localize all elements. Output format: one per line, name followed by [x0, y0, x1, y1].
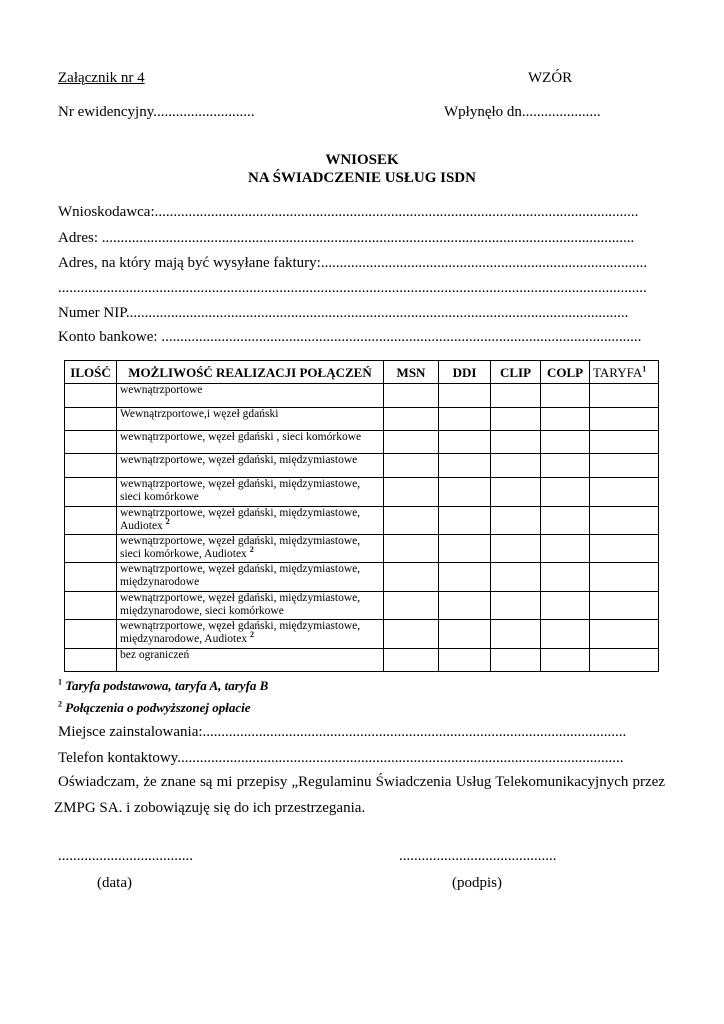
qty-cell[interactable]: [65, 478, 117, 507]
table-row: [65, 431, 659, 454]
header-msn: MSN: [384, 361, 439, 384]
table-row: [65, 408, 659, 431]
msn-cell[interactable]: [384, 478, 439, 507]
clip-cell[interactable]: [491, 431, 541, 454]
option-text: wewnątrzportowe, węzeł gdański, międzymiastowe, sieci komórkowe: [120, 478, 361, 503]
colp-cell[interactable]: [541, 563, 590, 592]
connection-options-table: [64, 360, 659, 672]
registration-number-field: Nr ewidencyjny...........................: [58, 104, 255, 120]
date-label: (data): [97, 875, 132, 891]
footnote-2: [58, 700, 251, 716]
colp-cell[interactable]: [541, 478, 590, 507]
header-ddi: DDI: [439, 361, 491, 384]
signature-label: (podpis): [452, 875, 502, 891]
header-tariff: [590, 361, 659, 384]
tariff-cell[interactable]: [590, 620, 659, 649]
option-cell: [117, 478, 384, 507]
tariff-cell[interactable]: [590, 454, 659, 478]
option-text: wewnątrzportowe, węzeł gdański, międzymiastowe, sieci komórkowe, Audiotex: [120, 535, 361, 560]
msn-cell[interactable]: [384, 408, 439, 431]
ddi-cell[interactable]: [439, 408, 491, 431]
footnote-1: [58, 678, 268, 694]
qty-cell[interactable]: [65, 408, 117, 431]
footnote-1-mark: 1: [58, 677, 62, 687]
msn-cell[interactable]: [384, 535, 439, 563]
option-text: wewnątrzportowe, węzeł gdański , sieci komórkowe: [120, 431, 362, 443]
declaration-line-2: ZMPG SA. i zobowiązuję się do ich przestrzegania.: [54, 800, 366, 816]
option-text: wewnątrzportowe, węzeł gdański, międzymiastowe, międzynarodowe, sieci komórkowe: [120, 592, 361, 617]
table-row: [65, 620, 659, 649]
msn-cell[interactable]: [384, 507, 439, 535]
colp-cell[interactable]: [541, 408, 590, 431]
ddi-cell[interactable]: [439, 535, 491, 563]
option-footnote-mark: 2: [249, 545, 254, 555]
bank-account-field: Konto bankowe: ................................................................................................................................: [58, 329, 642, 345]
option-text: bez ograniczeń: [120, 649, 190, 661]
address-field: Adres: ..............................................................................................................................................: [58, 230, 635, 246]
tariff-cell[interactable]: [590, 478, 659, 507]
option-text: wewnątrzportowe, węzeł gdański, międzymiastowe, Audiotex: [120, 507, 361, 532]
header-tariff-sup: 1: [642, 364, 647, 374]
colp-cell[interactable]: [541, 649, 590, 672]
attachment-label: Załącznik nr 4: [58, 70, 145, 86]
colp-cell[interactable]: [541, 507, 590, 535]
ddi-cell[interactable]: [439, 431, 491, 454]
option-text: wewnątrzportowe, węzeł gdański, międzymiastowe, międzynarodowe, Audiotex: [120, 620, 361, 645]
colp-cell[interactable]: [541, 535, 590, 563]
table-row: [65, 384, 659, 408]
document-subtitle: NA ŚWIADCZENIE USŁUG ISDN: [248, 170, 476, 186]
colp-cell[interactable]: [541, 592, 590, 620]
tariff-cell[interactable]: [590, 592, 659, 620]
signature-line: ..........................................: [399, 848, 557, 864]
clip-cell[interactable]: [491, 535, 541, 563]
qty-cell[interactable]: [65, 649, 117, 672]
tariff-cell[interactable]: [590, 535, 659, 563]
ddi-cell[interactable]: [439, 384, 491, 408]
header-colp: COLP: [541, 361, 590, 384]
table-row: [65, 592, 659, 620]
table-header-row: [65, 361, 659, 384]
msn-cell[interactable]: [384, 592, 439, 620]
table-row: [65, 478, 659, 507]
qty-cell[interactable]: [65, 431, 117, 454]
table-row: [65, 507, 659, 535]
header-qty: ILOŚĆ: [65, 361, 117, 384]
clip-cell[interactable]: [491, 478, 541, 507]
clip-cell[interactable]: [491, 507, 541, 535]
table-row: [65, 454, 659, 478]
msn-cell[interactable]: [384, 563, 439, 592]
option-footnote-mark: 2: [249, 630, 254, 640]
invoice-address-continuation: .............................................................................................................................................................: [58, 280, 647, 296]
msn-cell[interactable]: [384, 620, 439, 649]
option-cell: [117, 431, 384, 454]
colp-cell[interactable]: [541, 431, 590, 454]
tariff-cell[interactable]: [590, 563, 659, 592]
qty-cell[interactable]: [65, 620, 117, 649]
ddi-cell[interactable]: [439, 592, 491, 620]
template-label: WZÓR: [528, 70, 573, 86]
date-signature-line: ....................................: [58, 848, 193, 864]
option-text: Wewnątrzportowe,i węzeł gdański: [120, 408, 279, 420]
msn-cell[interactable]: [384, 454, 439, 478]
clip-cell[interactable]: [491, 384, 541, 408]
option-cell: [117, 454, 384, 478]
ddi-cell[interactable]: [439, 507, 491, 535]
clip-cell[interactable]: [491, 620, 541, 649]
tariff-cell[interactable]: [590, 431, 659, 454]
tariff-cell[interactable]: [590, 384, 659, 408]
msn-cell[interactable]: [384, 384, 439, 408]
nip-field: Numer NIP......................................................................................................................................: [58, 305, 629, 321]
footnote-2-text: Połączenia o podwyższonej opłacie: [65, 700, 251, 715]
option-cell: [117, 592, 384, 620]
footnote-1-text: Taryfa podstawowa, taryfa A, taryfa B: [65, 678, 269, 693]
qty-cell[interactable]: [65, 563, 117, 592]
tariff-cell[interactable]: [590, 649, 659, 672]
qty-cell[interactable]: [65, 592, 117, 620]
qty-cell[interactable]: [65, 454, 117, 478]
ddi-cell[interactable]: [439, 620, 491, 649]
option-text: wewnątrzportowe, węzeł gdański, międzymiastowe: [120, 454, 358, 466]
clip-cell[interactable]: [491, 454, 541, 478]
header-clip: CLIP: [491, 361, 541, 384]
document-title: WNIOSEK: [325, 152, 399, 168]
installation-place-field: Miejsce zainstalowania:.................................................................................................................: [58, 724, 627, 740]
footnote-2-mark: 2: [58, 699, 62, 709]
msn-cell[interactable]: [384, 431, 439, 454]
qty-cell[interactable]: [65, 384, 117, 408]
tariff-cell[interactable]: [590, 408, 659, 431]
option-cell: [117, 408, 384, 431]
ddi-cell[interactable]: [439, 454, 491, 478]
ddi-cell[interactable]: [439, 478, 491, 507]
option-cell: [117, 649, 384, 672]
option-text: wewnątrzportowe, węzeł gdański, międzymiastowe, międzynarodowe: [120, 563, 361, 588]
header-tariff-label: TARYFA: [593, 364, 643, 380]
table-row: [65, 649, 659, 672]
received-date-field: Wpłynęło dn.....................: [444, 104, 601, 120]
msn-cell[interactable]: [384, 649, 439, 672]
clip-cell[interactable]: [491, 563, 541, 592]
declaration-line-1: Oświadczam, że znane są mi przepisy „Regulaminu Świadczenia Usług Telekomunikacyjnych przez: [58, 774, 665, 790]
clip-cell[interactable]: [491, 592, 541, 620]
option-cell: [117, 563, 384, 592]
option-cell: [117, 620, 384, 649]
ddi-cell[interactable]: [439, 649, 491, 672]
option-cell: [117, 507, 384, 535]
colp-cell[interactable]: [541, 384, 590, 408]
header-option: MOŻLIWOŚĆ REALIZACJI POŁĄCZEŃ: [117, 361, 384, 384]
option-cell: [117, 535, 384, 563]
qty-cell[interactable]: [65, 507, 117, 535]
tariff-cell[interactable]: [590, 507, 659, 535]
clip-cell[interactable]: [491, 649, 541, 672]
option-footnote-mark: 2: [165, 517, 170, 527]
invoice-address-field: Adres, na który mają być wysyłane faktury:.......................................................................................: [58, 255, 648, 271]
qty-cell[interactable]: [65, 535, 117, 563]
colp-cell[interactable]: [541, 454, 590, 478]
applicant-field: Wnioskodawca:.................................................................................................................................: [58, 204, 639, 220]
ddi-cell[interactable]: [439, 563, 491, 592]
table-row: [65, 563, 659, 592]
contact-phone-field: Telefon kontaktowy.......................................................................................................................: [58, 750, 624, 766]
option-cell: [117, 384, 384, 408]
clip-cell[interactable]: [491, 408, 541, 431]
option-text: wewnątrzportowe: [120, 384, 203, 396]
table-row: [65, 535, 659, 563]
colp-cell[interactable]: [541, 620, 590, 649]
